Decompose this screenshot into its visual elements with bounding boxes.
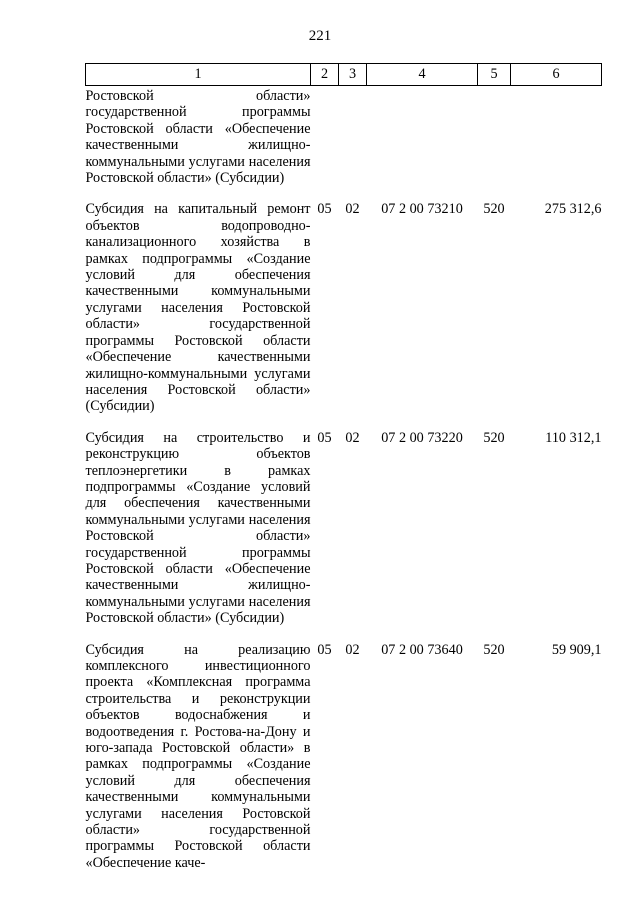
- table-header-row: [86, 64, 602, 86]
- row-subsection: 02: [345, 429, 360, 446]
- column-header-3: 3: [339, 64, 367, 86]
- row-amount: 110 312,1: [545, 429, 602, 446]
- column-header-6: 6: [511, 64, 602, 86]
- column-header-2: 2: [311, 64, 339, 86]
- row-subsection: 02: [345, 641, 360, 658]
- row-target-article: [367, 86, 478, 202]
- row-expense-type: 520: [483, 201, 505, 218]
- row-subsection: [339, 86, 367, 202]
- page-number: 221: [308, 28, 332, 44]
- row-subsection: 02: [345, 201, 360, 218]
- row-section: 05: [317, 641, 332, 658]
- row-section: [311, 86, 339, 202]
- row-target-article: 07 2 00 73220: [381, 429, 463, 446]
- column-header-1: 1: [86, 64, 311, 86]
- row-amount: [511, 86, 602, 202]
- row-section: 05: [317, 201, 332, 218]
- row-expense-type: 520: [483, 641, 505, 658]
- row-name: Субсидия на реализацию комплексного инвестиционного проекта «Комплексная программа строительства и реконструкции объектов водоснабжения и водоотведения г. Ростова-на-Дону и юго-запада Ростовской области» в рамках подпрограммы «Создание условий для обеспечения качественными коммунальными услугами населения Ростовской области» государственной программы Ростовской области «Обеспечение каче-: [85, 641, 311, 871]
- budget-table: [85, 63, 602, 871]
- table-row: [86, 86, 602, 202]
- row-expense-type: [478, 86, 511, 202]
- table-row: [86, 642, 602, 872]
- row-target-article: 07 2 00 73640: [381, 641, 463, 658]
- row-target-article: 07 2 00 73210: [381, 201, 463, 218]
- row-name: Субсидия на капитальный ремонт объектов водопроводно-канализационного хозяйства в рамках подпрограммы «Создание условий для обеспечения качественными коммунальными услугами населения Ростовской области» государственной программы Ростовской области «Обеспечение качественными жилищно-коммунальными услугами населения Ростовской области» (Субсидии): [85, 201, 311, 415]
- column-header-5: 5: [478, 64, 511, 86]
- row-amount: 275 312,6: [544, 201, 602, 218]
- row-name: Ростовской области» государственной программы Ростовской области «Обеспечение качественными жилищно-коммунальными услугами населения Ростовской области» (Субсидии): [85, 88, 311, 187]
- table-row: [86, 430, 602, 642]
- row-amount: 59 909,1: [551, 641, 602, 658]
- row-name: Субсидия на строительство и реконструкцию объектов теплоэнергетики в рамках подпрограммы «Создание условий для обеспечения качественными коммунальными услугами населения Ростовской области» государственной программы Ростовской области «Обеспечение качественными жилищно-коммунальными услугами населения Ростовской области» (Субсидии): [85, 429, 311, 627]
- table-row: [86, 201, 602, 429]
- row-section: 05: [317, 429, 332, 446]
- row-expense-type: 520: [483, 429, 505, 446]
- column-header-4: 4: [367, 64, 478, 86]
